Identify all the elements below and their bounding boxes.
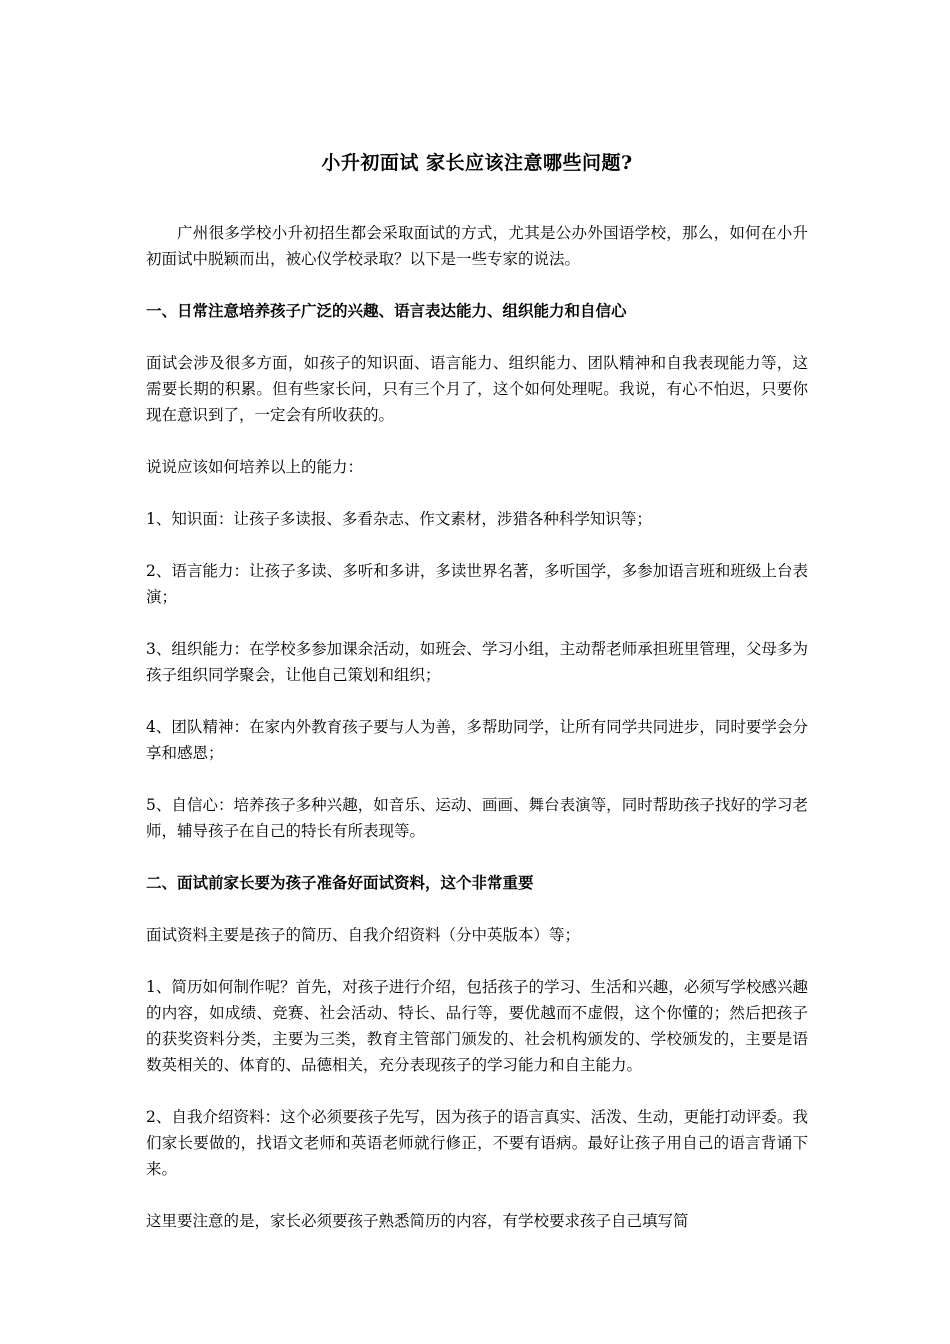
section-1-item-4: 4、团队精神：在家内外教育孩子要与人为善，多帮助同学，让所有同学共同进步，同时要学会分享和感恩； <box>146 718 808 762</box>
section-1-heading: 一、日常注意培养孩子广泛的兴趣、语言表达能力、组织能力和自信心 <box>146 301 627 320</box>
section-1-item-1: 1、知识面：让孩子多读报、多看杂志、作文素材，涉猎各种科学知识等； <box>146 510 652 528</box>
section-2-paragraph-1: 面试资料主要是孩子的简历、自我介绍资料（分中英版本）等； <box>146 926 581 944</box>
section-1-paragraph-2: 说说应该如何培养以上的能力： <box>146 458 364 476</box>
section-2-item-1: 1、简历如何制作呢？首先，对孩子进行介绍，包括孩子的学习、生活和兴趣，必须写学校感兴趣的内容，如成绩、竞赛、社会活动、特长、品行等，要优越而不虚假，这个你懂的；然后把孩子的获奖资料分类，主要为三类，教育主管部门颁发的、社会机构颁发的、学校颁发的，主要是语数英相关的、体育的、品德相关，充分表现孩子的学习能力和自主能力。 <box>146 978 808 1074</box>
document-body <box>146 150 808 1260</box>
section-2-heading: 二、面试前家长要为孩子准备好面试资料，这个非常重要 <box>146 873 534 892</box>
section-2-last-paragraph: 这里要注意的是，家长必须要孩子熟悉简历的内容，有学校要求孩子自己填写简 <box>146 1212 689 1230</box>
section-1-item-3: 3、组织能力：在学校多参加课余活动，如班会、学习小组，主动帮老师承担班里管理，父母多为孩子组织同学聚会，让他自己策划和组织； <box>146 640 808 684</box>
document-title: 小升初面试 家长应该注意哪些问题? <box>321 152 633 174</box>
section-1-item-2: 2、语言能力：让孩子多读、多听和多讲，多读世界名著，多听国学，多参加语言班和班级上台表演； <box>146 562 808 606</box>
section-2-item-2: 2、自我介绍资料：这个必须要孩子先写，因为孩子的语言真实、活泼、生动，更能打动评委。我们家长要做的，找语文老师和英语老师就行修正，不要有语病。最好让孩子用自己的语言背诵下来。 <box>146 1108 808 1178</box>
section-1-item-5: 5、自信心：培养孩子多种兴趣，如音乐、运动、画画、舞台表演等，同时帮助孩子找好的学习老师，辅导孩子在自己的特长有所表现等。 <box>146 796 808 840</box>
intro-paragraph: 广州很多学校小升初招生都会采取面试的方式，尤其是公办外国语学校，那么，如何在小升初面试中脱颖而出，被心仪学校录取？以下是一些专家的说法。 <box>146 224 808 268</box>
section-1-paragraph-1: 面试会涉及很多方面，如孩子的知识面、语言能力、组织能力、团队精神和自我表现能力等，这需要长期的积累。但有些家长问，只有三个月了，这个如何处理呢。我说，有心不怕迟，只要你现在意识到了，一定会有所收获的。 <box>146 354 808 424</box>
